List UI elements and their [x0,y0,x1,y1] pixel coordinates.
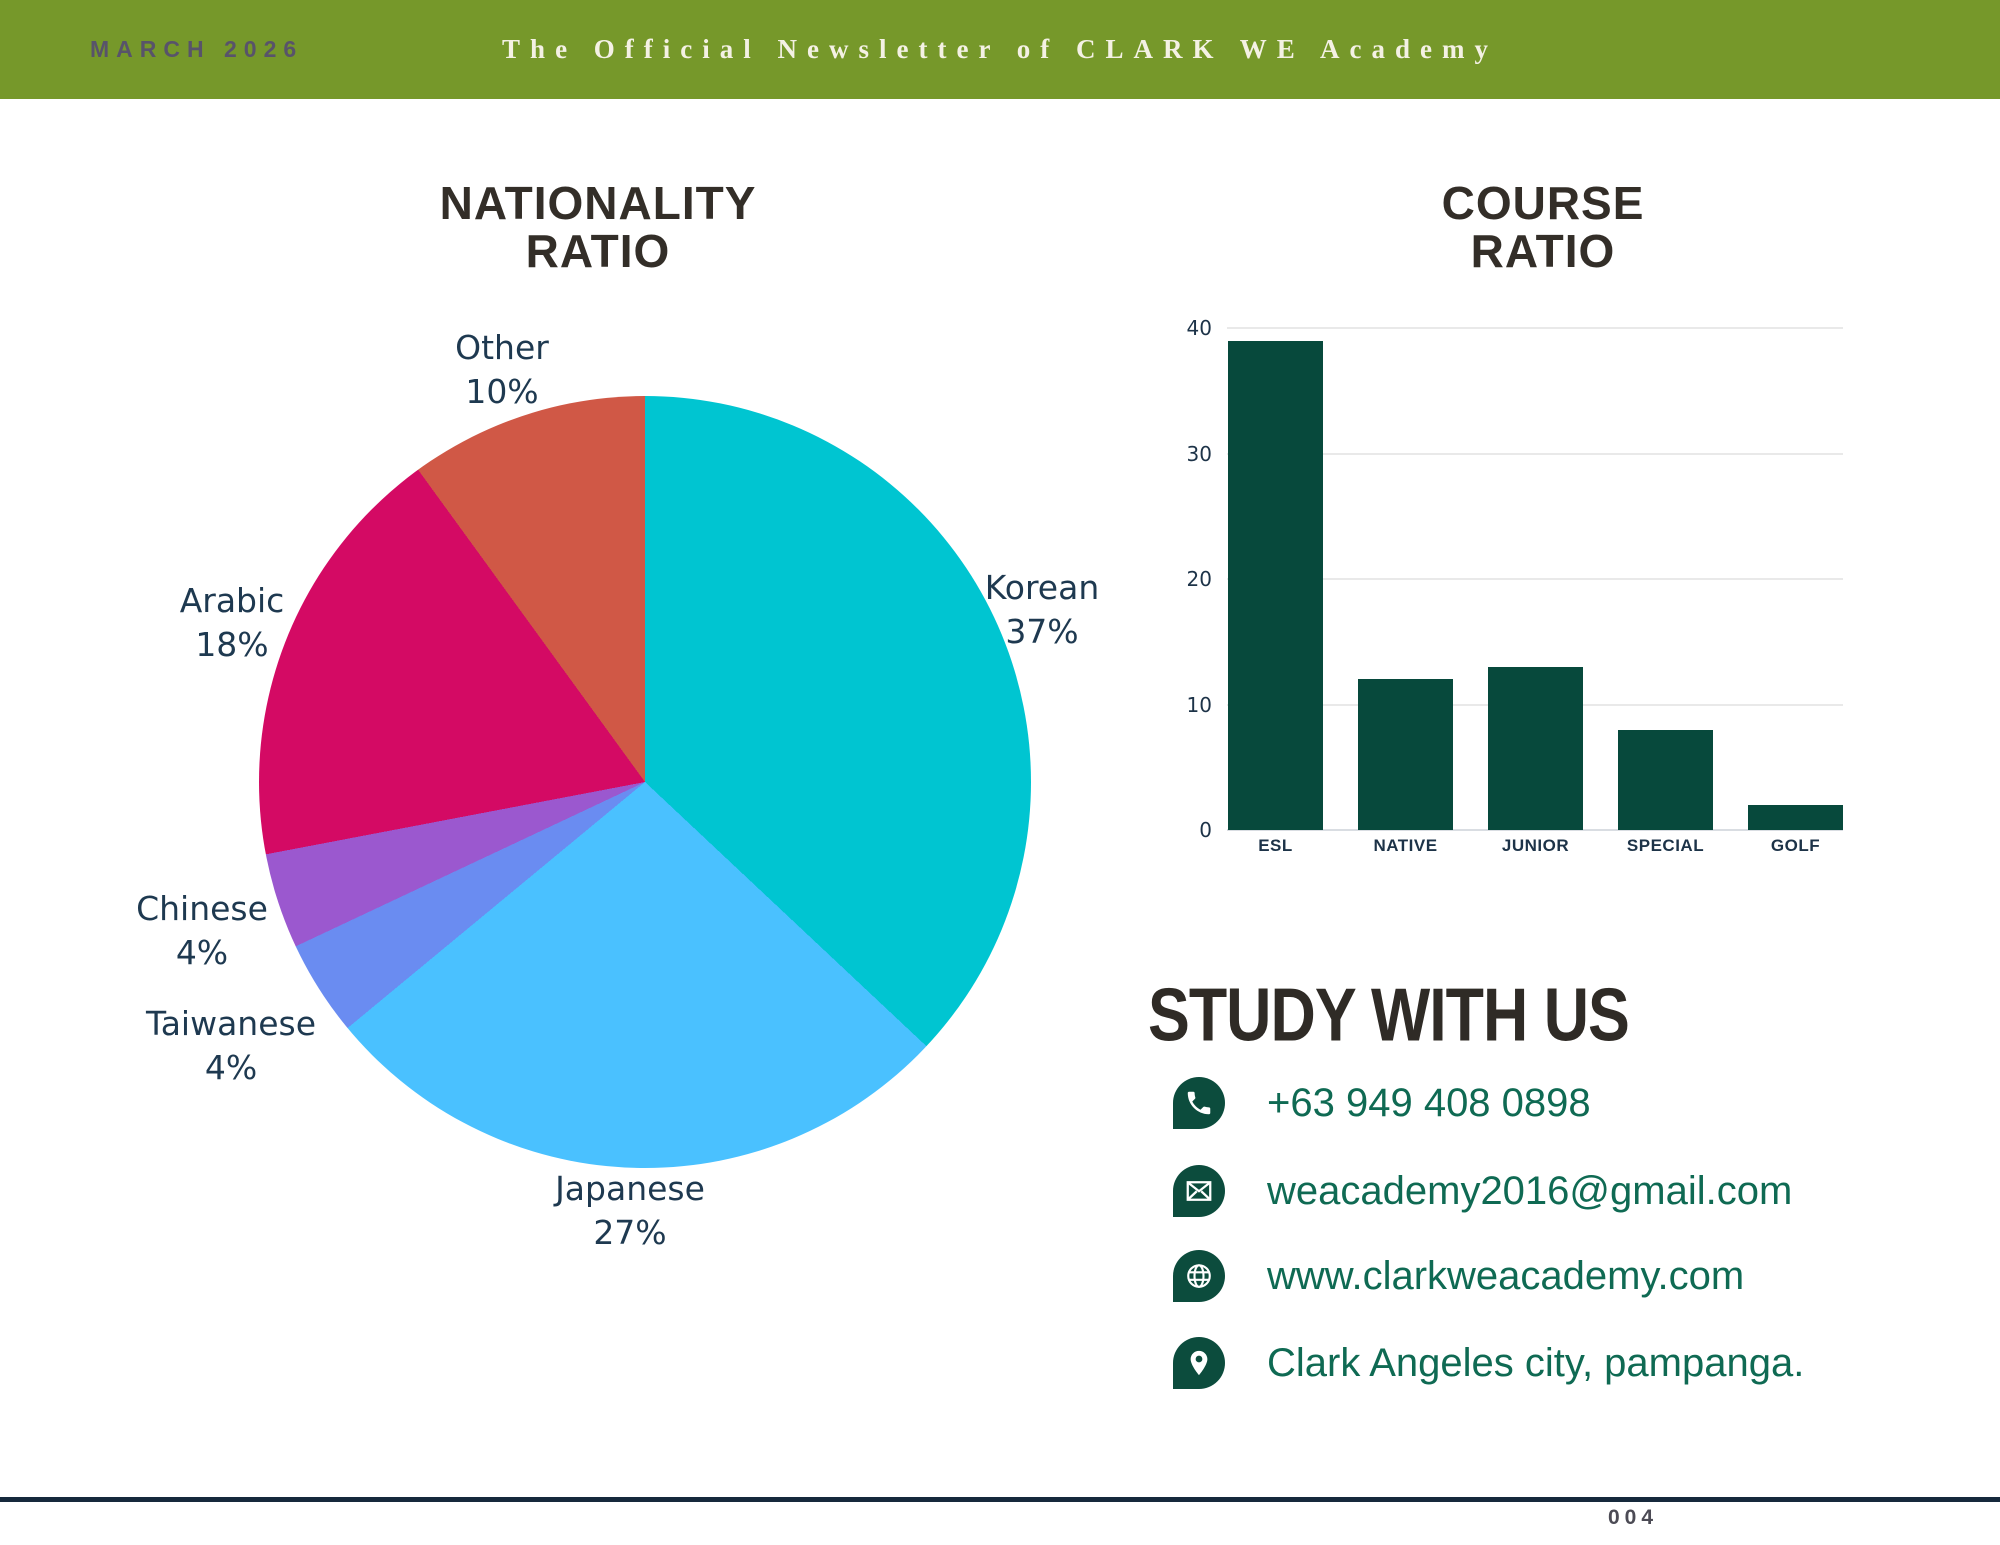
issue-date: MARCH 2026 [90,36,304,62]
y-axis-tick-label: 20 [1186,567,1212,591]
bar-golf [1748,805,1843,830]
contact-row-website[interactable] [1173,1250,1744,1302]
nationality-title-line2: RATIO [525,225,671,278]
gridline-40 [1227,327,1843,329]
pie-label-text: Taiwanese [145,1004,317,1043]
x-axis-label-esl: ESL [1258,836,1293,855]
pie-label-pct: 27% [593,1213,667,1252]
course-bar-chart [1186,316,1843,855]
address-text: Clark Angeles city, pampanga. [1267,1340,1805,1385]
bar-native [1358,679,1453,830]
y-axis-tick-label: 30 [1186,441,1212,466]
pie-label-text: Korean [984,568,1100,607]
x-axis-label-special: SPECIAL [1626,836,1705,855]
phone-icon [1173,1077,1225,1129]
pie-label-pct: 4% [175,933,229,972]
website-url[interactable]: www.clarkweacademy.com [1267,1253,1745,1298]
location-pin-icon [1173,1337,1225,1389]
bar-special [1618,730,1713,830]
pie-label-text: Other [455,328,549,367]
pie-label-text: Chinese [136,889,268,928]
contact-row-email[interactable] [1173,1165,1792,1217]
globe-icon [1173,1250,1225,1302]
nationality-title-line1: NATIONALITY [439,177,757,230]
page-number: 004 [1608,1506,1659,1529]
pie-label-pct: 37% [1005,612,1079,651]
pie-label-pct: 10% [465,372,539,411]
y-axis-tick-label: 40 [1186,316,1212,340]
contact-row-phone[interactable] [1173,1077,1591,1129]
y-axis-tick-label: 10 [1186,692,1212,717]
x-axis-label-junior: JUNIOR [1501,836,1570,855]
pie-label-text: Japanese [555,1169,705,1208]
course-title-line2: RATIO [1470,225,1616,278]
pie-label-other [455,326,549,414]
pie-label-japanese [555,1167,705,1255]
pie-label-korean [985,566,1099,654]
pie-label-chinese [136,887,268,975]
nationality-chart-title [248,177,948,278]
course-title-line1: COURSE [1441,177,1645,230]
pie-label-taiwanese [146,1002,316,1090]
footer-divider-line [0,1497,2000,1502]
bar-junior [1488,667,1583,830]
study-with-us-heading: STUDY WITH US [1148,972,1629,1058]
header-bar [0,0,2000,99]
nationality-pie-chart [259,396,1031,1168]
x-axis-label-golf: GOLF [1770,836,1821,855]
pie-label-pct: 18% [195,625,269,664]
pie-label-text: Arabic [179,581,285,620]
email-icon [1173,1165,1225,1217]
email-address[interactable]: weacademy2016@gmail.com [1267,1168,1793,1213]
contact-row-address [1173,1337,1804,1389]
x-axis-label-native: NATIVE [1373,836,1438,855]
phone-number[interactable]: +63 949 408 0898 [1267,1080,1591,1125]
course-chart-title [1193,177,1893,278]
pie-label-pct: 4% [204,1048,258,1087]
newsletter-title: The Official Newsletter of CLARK WE Academy [502,34,1498,64]
bar-esl [1228,341,1323,830]
pie-label-arabic [180,579,285,667]
y-axis-tick-label: 0 [1199,818,1212,842]
